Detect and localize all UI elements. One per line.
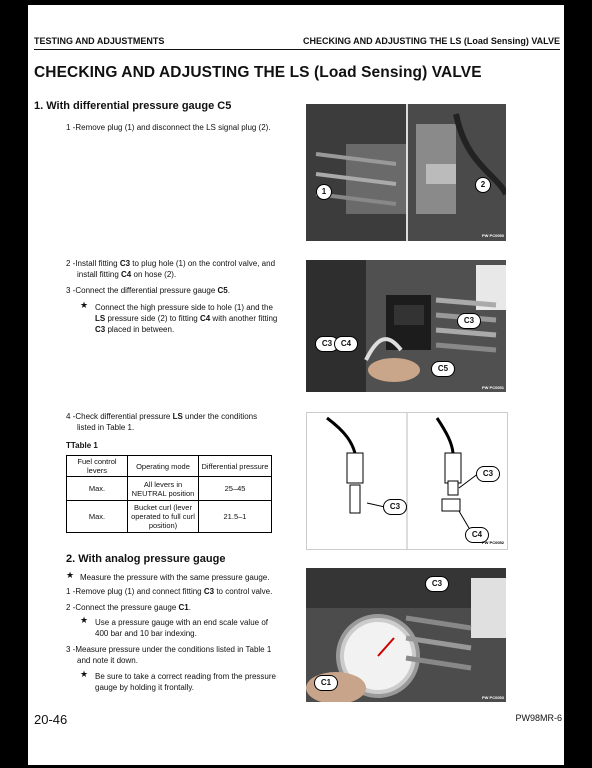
figure-4-caption: PW PC0053 (482, 695, 505, 700)
figure-label-c5: C5 (431, 361, 455, 377)
table-cell: Bucket curl (lever operated to full curl position) (128, 501, 199, 533)
figure-label-1: 1 (316, 184, 332, 200)
figure-label-c3: C3 (457, 313, 481, 329)
figure-label-c3: C3 (476, 466, 500, 482)
section1-heading: 1. With differential pressure gauge C5 (34, 100, 232, 112)
s2-note2: Be sure to take a correct reading from the pressure gauge by holding it frontally. (95, 672, 276, 692)
note-star-icon: ★ (80, 669, 89, 679)
figure-2-caption: PW PC0051 (482, 385, 505, 390)
figure-label-c4: C4 (465, 527, 489, 543)
table-header-cell: Differential pressure (199, 456, 272, 477)
note-star-icon: ★ (66, 570, 75, 580)
figure-label-c3: C3 (425, 576, 449, 592)
figure-1-photo (306, 104, 506, 241)
table-header-cell: Operating mode (128, 456, 199, 477)
page-title: CHECKING AND ADJUSTING THE LS (Load Sensing) VALVE (34, 64, 482, 81)
header-right: CHECKING AND ADJUSTING THE LS (Load Sensing) VALVE (302, 36, 560, 46)
page-number: 20-46 (34, 712, 68, 727)
note-star-icon: ★ (80, 300, 89, 310)
table-header-cell: Fuel control levers (67, 456, 128, 477)
figure-label-c4: C4 (334, 336, 358, 352)
figure-label-c1: C1 (314, 675, 338, 691)
table-row (67, 501, 272, 533)
header-divider (34, 49, 560, 50)
s2-step1: 1 -Remove plug (1) and connect fitting C3 to control valve. (66, 587, 273, 596)
note-star-icon: ★ (80, 615, 89, 625)
figure-label-c3: C3 (315, 336, 339, 352)
figure-3-caption: PW PC0052 (482, 540, 505, 545)
s1-note1: Connect the high pressure side to hole (1) and the LS pressure side (2) to fitting C4 with another fitting C3 placed in between. (95, 303, 278, 334)
table-cell: 21.5–1 (199, 501, 272, 533)
table-cell: Max. (67, 477, 128, 501)
s2-note1: Use a pressure gauge with an end scale value of 400 bar and 10 bar indexing. (95, 618, 268, 638)
header-left: TESTING AND ADJUSTMENTS (34, 36, 165, 46)
table-header-row (67, 456, 272, 477)
table-cell: All levers in NEUTRAL position (128, 477, 199, 501)
figure-label-2: 2 (475, 177, 491, 193)
pressure-table (66, 455, 272, 533)
s2-note0: Measure the pressure with the same pressure gauge. (80, 573, 270, 582)
s1-step2: 2 -Install fitting C3 to plug hole (1) on the control valve, and install fitting C4 on hose (2). (66, 259, 276, 279)
s1-step3: 3 -Connect the differential pressure gauge C5. (66, 286, 230, 295)
table-caption: TTable 1 (66, 441, 98, 450)
figure-1-caption: PW PC0050 (482, 233, 505, 238)
table-row (67, 477, 272, 501)
section2-heading: 2. With analog pressure gauge (66, 553, 226, 565)
table-cell: Max. (67, 501, 128, 533)
s1-step1: 1 -Remove plug (1) and disconnect the LS signal plug (2). (66, 123, 271, 132)
figure-label-c3: C3 (383, 499, 407, 515)
model-code: PW98MR-6 (515, 713, 562, 723)
s2-step3: 3 -Measure pressure under the conditions listed in Table 1 and note it down. (66, 645, 272, 665)
s2-step2: 2 -Connect the pressure gauge C1. (66, 603, 191, 612)
s1-step4: 4 -Check differential pressure LS under the conditions listed in Table 1. (66, 412, 258, 432)
table-cell: 25–45 (199, 477, 272, 501)
